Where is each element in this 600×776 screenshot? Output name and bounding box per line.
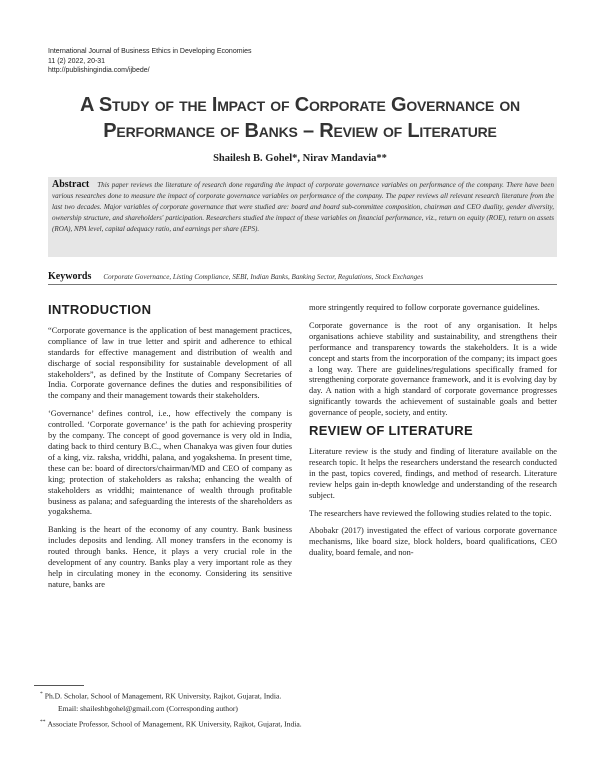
review-paragraph-1: Literature review is the study and finding of literature available on the research topic. It helps the researchers understand the research conducted in the past, topics covered, findings, and method of research. Literature review helps gain in-depth knowledge and understanding of the research subject. [309, 446, 557, 500]
review-heading: REVIEW OF LITERATURE [309, 423, 473, 439]
introduction-heading: INTRODUCTION [48, 302, 152, 317]
footnote-1-email: Email: shaileshbgohel@gmail.com (Corresponding author) [58, 704, 238, 714]
footnote-1 [40, 688, 560, 703]
journal-header [48, 47, 448, 76]
title-line-1: A Study of the Impact of Corporate Governance on [80, 94, 520, 116]
intro-paragraph-2: ‘Governance’ defines control, i.e., how effectively the company is controlled. ‘Corporate governance’ is the path for achieving prosperity by the company. The concept of good governance is very old in India, dating back to third century B.C., when Chanakya was given four duties of a king, viz. raksha, vriddhi, palana, and yogakshema. In present time, these can be: board of directors/chairman/MD and CEO of company as king; protection of stakeholders as raksha; enhancing the wealth of stakeholders as vriddhi; maintenance of wealth through profitable business as palana; and safeguarding the interests of the shareholders as yogakshema. [48, 409, 292, 517]
journal-issue: 11 (2) 2022, 20-31 [48, 57, 106, 65]
intro-paragraph-5: Corporate governance is the root of any organisation. It helps organisations achieve stability and sustainability, and strengthens their performance and transparency towards the stakeholders. It is a wide concept and starts from the incorporation of the company; its impact goes a long way. There are guidelines/regulations specifically framed for strengthening corporate governance framework, and it is evolving day by day. A nation with a high standard of corporate governance progresses significantly towards the achievement of sustainable goals and better governance of people, society, and entity. [309, 320, 557, 418]
intro-paragraph-1: “Corporate governance is the application of best management practices, compliance of law in true letter and spirit and adherence to ethical standards for effective management and distribution of wealth and discharge of social responsibility for sustainable development of all stakeholders”, as defined by the Institute of Company Secretaries of India. Corporate governance defines the duties and responsibilities of the company and their management towards their stakeholders. [48, 325, 292, 401]
abstract-label: Abstract [52, 179, 90, 190]
footnote-1-mark: * [40, 691, 43, 697]
journal-name: International Journal of Business Ethics in Developing Economies [48, 48, 252, 55]
paper-title [40, 92, 560, 144]
abstract-text: This paper reviews the literature of research done regarding the impact of corporate governance variables on performance of the company. There have been various researches done to measure the impact of corporate governance variables on performance of the company. The paper reviews all relevant research literature from the last two decades. Major variables of corporate governance that were studied are: board and board sub-committee composition, chairman and CEO duality, gender diversity, ownership structure, and shareholders' participation. Researchers studied the impact of these variables on financial performance, viz., return on equity (ROE), return on assets (ROA), NPA level, capital adequacy ratio, and earnings per share (EPS). [52, 181, 554, 233]
review-paragraph-3: Abobakr (2017) investigated the effect of various corporate governance mechanisms, like board size, block holders, board qualifications, CEO duality, board female, and non- [309, 526, 557, 558]
footnote-1-text: Ph.D. Scholar, School of Management, RK University, Rajkot, Gujarat, India. [44, 691, 282, 701]
journal-url[interactable]: http://publishingindia.com/ijbede/ [48, 67, 150, 74]
keywords [48, 266, 568, 284]
footnote-divider [34, 685, 84, 686]
footnote-2-mark: ** [40, 718, 46, 725]
keywords-divider [48, 284, 557, 285]
footnotes [40, 688, 560, 731]
right-column [309, 303, 557, 566]
footnote-2 [40, 716, 560, 731]
abstract [52, 180, 554, 235]
keywords-text: Corporate Governance, Listing Compliance, SEBI, Indian Banks, Banking Sector, Regulations, Stock Exchanges [103, 273, 424, 281]
review-paragraph-2: The researchers have reviewed the following studies related to the topic. [309, 508, 552, 518]
footnote-2-text: Associate Professor, School of Management, RK University, Rajkot, Gujarat, India. [47, 719, 302, 729]
intro-paragraph-4: more stringently required to follow corporate governance guidelines. [309, 303, 540, 312]
left-column [48, 302, 292, 598]
title-line-2: Performance of Banks – Review of Literature [103, 120, 497, 142]
intro-paragraph-3: Banking is the heart of the economy of any country. Bank business includes deposits and lending. All money transfers in the economy is routed through banks. Hence, it plays a very crucial role in the development of any country. Banks play a very important role as they help in circulating money in the economy. Considering its sensitive nature, banks are [48, 525, 292, 589]
authors: Shailesh B. Gohel*, Nirav Mandavia** [213, 153, 387, 164]
keywords-label: Keywords [48, 271, 92, 282]
